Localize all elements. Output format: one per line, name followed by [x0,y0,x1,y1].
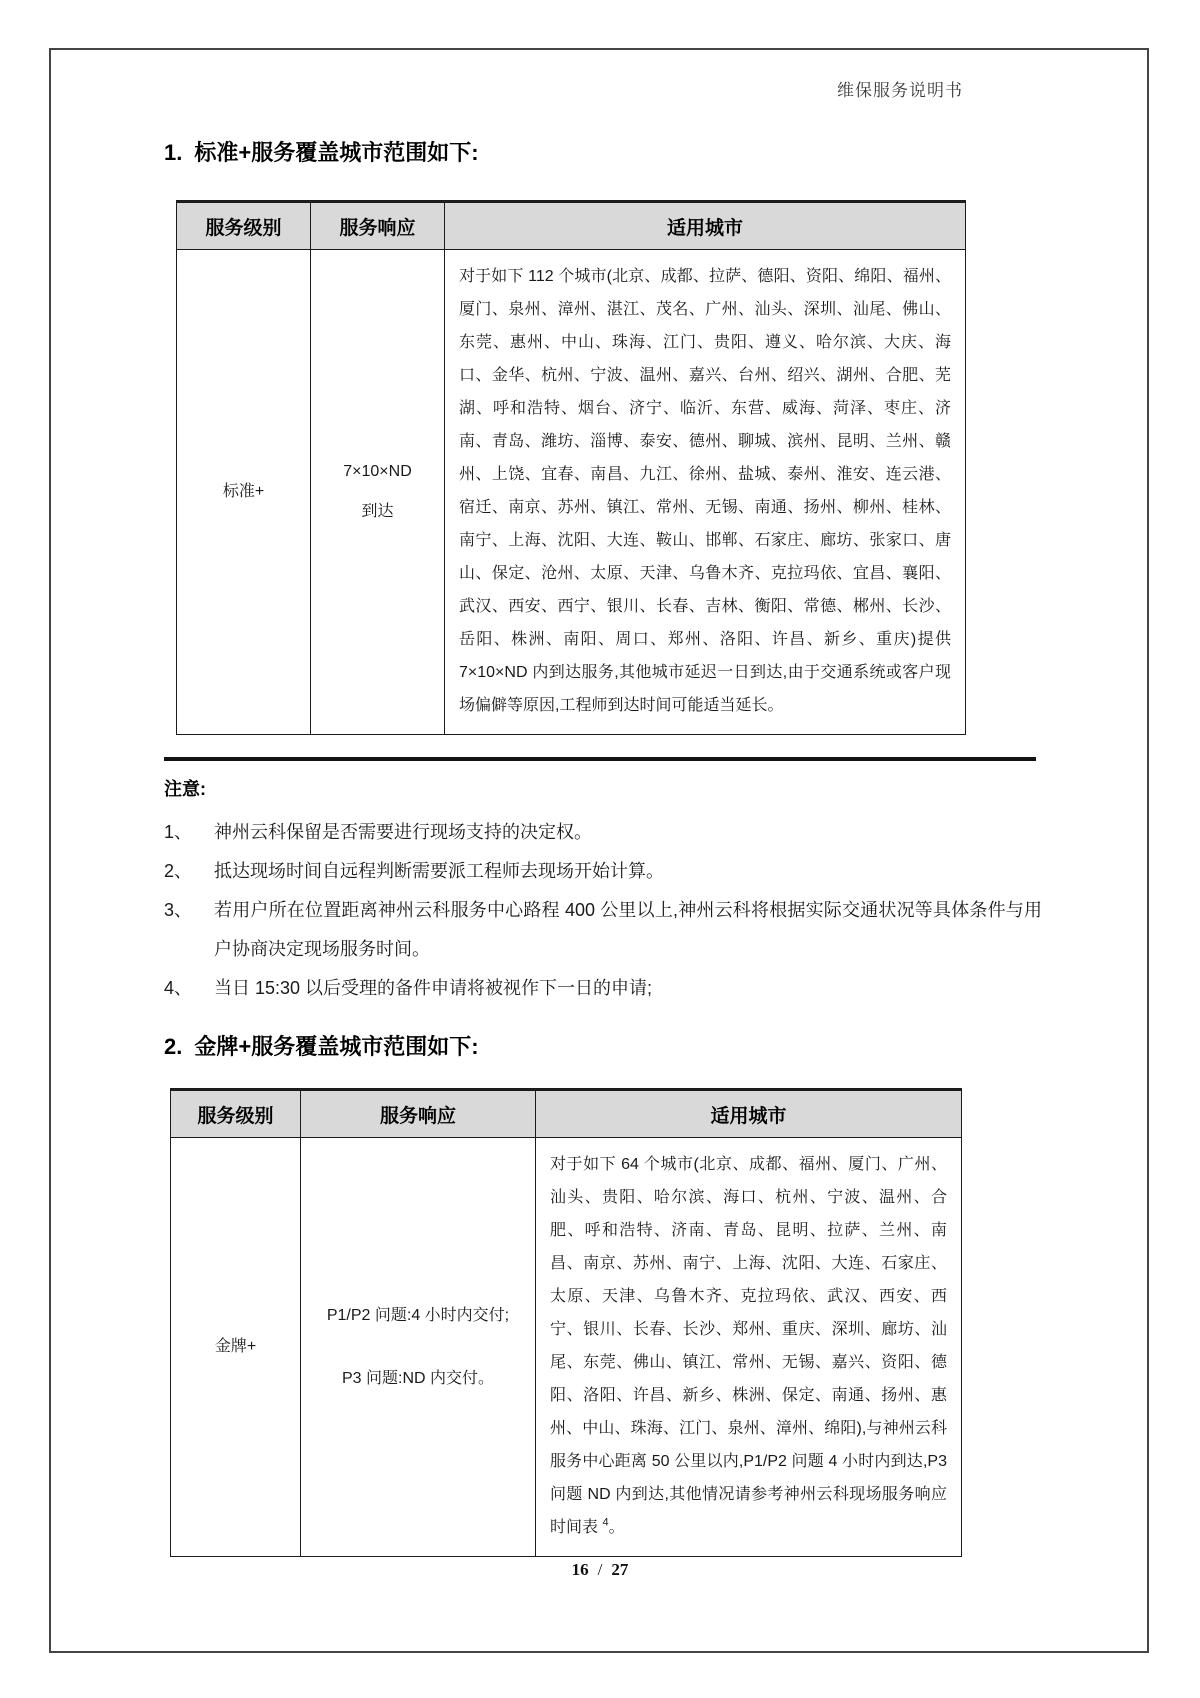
note-text: 抵达现场时间自远程判断需要派工程师去现场开始计算。 [214,861,664,881]
footnote-ref: 4 [602,1516,609,1529]
note-text: 神州云科保留是否需要进行现场支持的决定权。 [214,822,592,842]
table-header-row [177,202,966,250]
section-2-title: 金牌+服务覆盖城市范围如下: [194,1034,479,1059]
notes-title: 注意: [164,779,206,799]
table-header-row [171,1090,962,1138]
col-header-service-response: 服务响应 [301,1090,536,1138]
service-level-cell: 标准+ [177,250,311,735]
page-number-separator: / [597,1560,603,1579]
page-number-total: 27 [611,1560,629,1579]
section-1-heading [164,136,479,167]
col-header-service-level: 服务级别 [177,202,311,250]
applicable-cities-cell [445,250,966,735]
service-response-line1: 7×10×ND [343,463,412,480]
section-2-heading [164,1030,479,1061]
note-text: 若用户所在位置距离神州云科服务中心路程 400 公里以上,神州云科将根据实际交通状况等具体条件与用户协商决定现场服务时间。 [214,900,1042,959]
note-number: 4、 [164,978,193,998]
note-item [164,852,1042,891]
section-divider-rule [164,757,1036,761]
note-number: 1、 [164,822,193,842]
applicable-cities-text: 对于如下 112 个城市(北京、成都、拉萨、德阳、资阳、绵阳、福州、厦门、泉州、漳州、湛江、茂名、广州、汕头、深圳、汕尾、佛山、东莞、惠州、中山、珠海、江门、贵阳、遵义、哈尔滨、大庆、海口、金华、杭州、宁波、温州、嘉兴、台州、绍兴、湖州、合肥、芜湖、呼和浩特、烟台、济宁、临沂、东营、威海、菏泽、枣庄、济南、青岛、潍坊、淄博、泰安、德州、聊城、滨州、昆明、兰州、赣州、上饶、宜春、南昌、九江、徐州、盐城、泰州、淮安、连云港、宿迁、南京、苏州、镇江、常州、无锡、南通、扬州、柳州、桂林、南宁、上海、沈阳、大连、鞍山、邯郸、石家庄、廊坊、张家口、唐山、保定、沧州、太原、天津、乌鲁木齐、克拉玛依、宜昌、襄阳、武汉、西安、西宁、银川、长春、吉林、衡阳、常德、郴州、长沙、岳阳、株洲、南阳、周口、郑州、洛阳、许昌、新乡、重庆)提供 7×10×ND 内到达服务,其他城市延迟一日到达,由于交通系统或客户现场偏僻等原因,工程师到达时间可能适当延长。 [459,268,951,714]
notes-list [164,813,1042,1008]
table-row-gold-plus [171,1138,962,1557]
gold-plus-service-table [170,1088,962,1557]
service-response-p3: P3 问题:ND 内交付。 [341,1370,495,1387]
col-header-service-level: 服务级别 [171,1090,301,1138]
page-footer [0,1560,1200,1580]
note-item [164,891,1042,969]
applicable-cities-cell [536,1138,962,1557]
table-row-standard-plus [177,250,966,735]
section-2-number: 2. [164,1034,183,1059]
col-header-service-response: 服务响应 [311,202,445,250]
applicable-cities-text: 对于如下 64 个城市(北京、成都、福州、厦门、广州、汕头、贵阳、哈尔滨、海口、杭州、宁波、温州、合肥、呼和浩特、济南、青岛、昆明、拉萨、兰州、南昌、南京、苏州、南宁、上海、沈阳、大连、石家庄、太原、天津、乌鲁木齐、克拉玛依、武汉、西安、西宁、银川、长春、长沙、郑州、重庆、深圳、廊坊、汕尾、东莞、佛山、镇江、常州、无锡、嘉兴、资阳、德阳、洛阳、许昌、新乡、株洲、保定、南通、扬州、惠州、中山、珠海、江门、泉州、漳州、绵阳),与神州云科服务中心距离 50 公里以内,P1/P2 问题 4 小时内到达,P3 问题 ND 内到达,其他情况请参考神州云科现场服务响应时间表 [550,1156,947,1536]
page-number-current: 16 [571,1560,589,1579]
service-response-cell [311,250,445,735]
note-item [164,969,1042,1008]
col-header-applicable-cities: 适用城市 [536,1090,962,1138]
note-text: 当日 15:30 以后受理的备件申请将被视作下一日的申请; [214,978,653,998]
note-number: 2、 [164,861,193,881]
applicable-cities-text-end: 。 [608,1519,625,1536]
section-1-title: 标准+服务覆盖城市范围如下: [194,140,479,165]
service-response-p1p2: P1/P2 问题:4 小时内交付; [326,1307,510,1324]
col-header-applicable-cities: 适用城市 [445,202,966,250]
note-item [164,813,1042,852]
service-level-cell: 金牌+ [171,1138,301,1557]
standard-plus-service-table [176,200,966,735]
note-number: 3、 [164,900,193,920]
section-1-number: 1. [164,140,183,165]
service-response-line2: 到达 [361,503,394,520]
document-header-title: 维保服务说明书 [837,81,963,100]
service-response-cell [301,1138,536,1557]
